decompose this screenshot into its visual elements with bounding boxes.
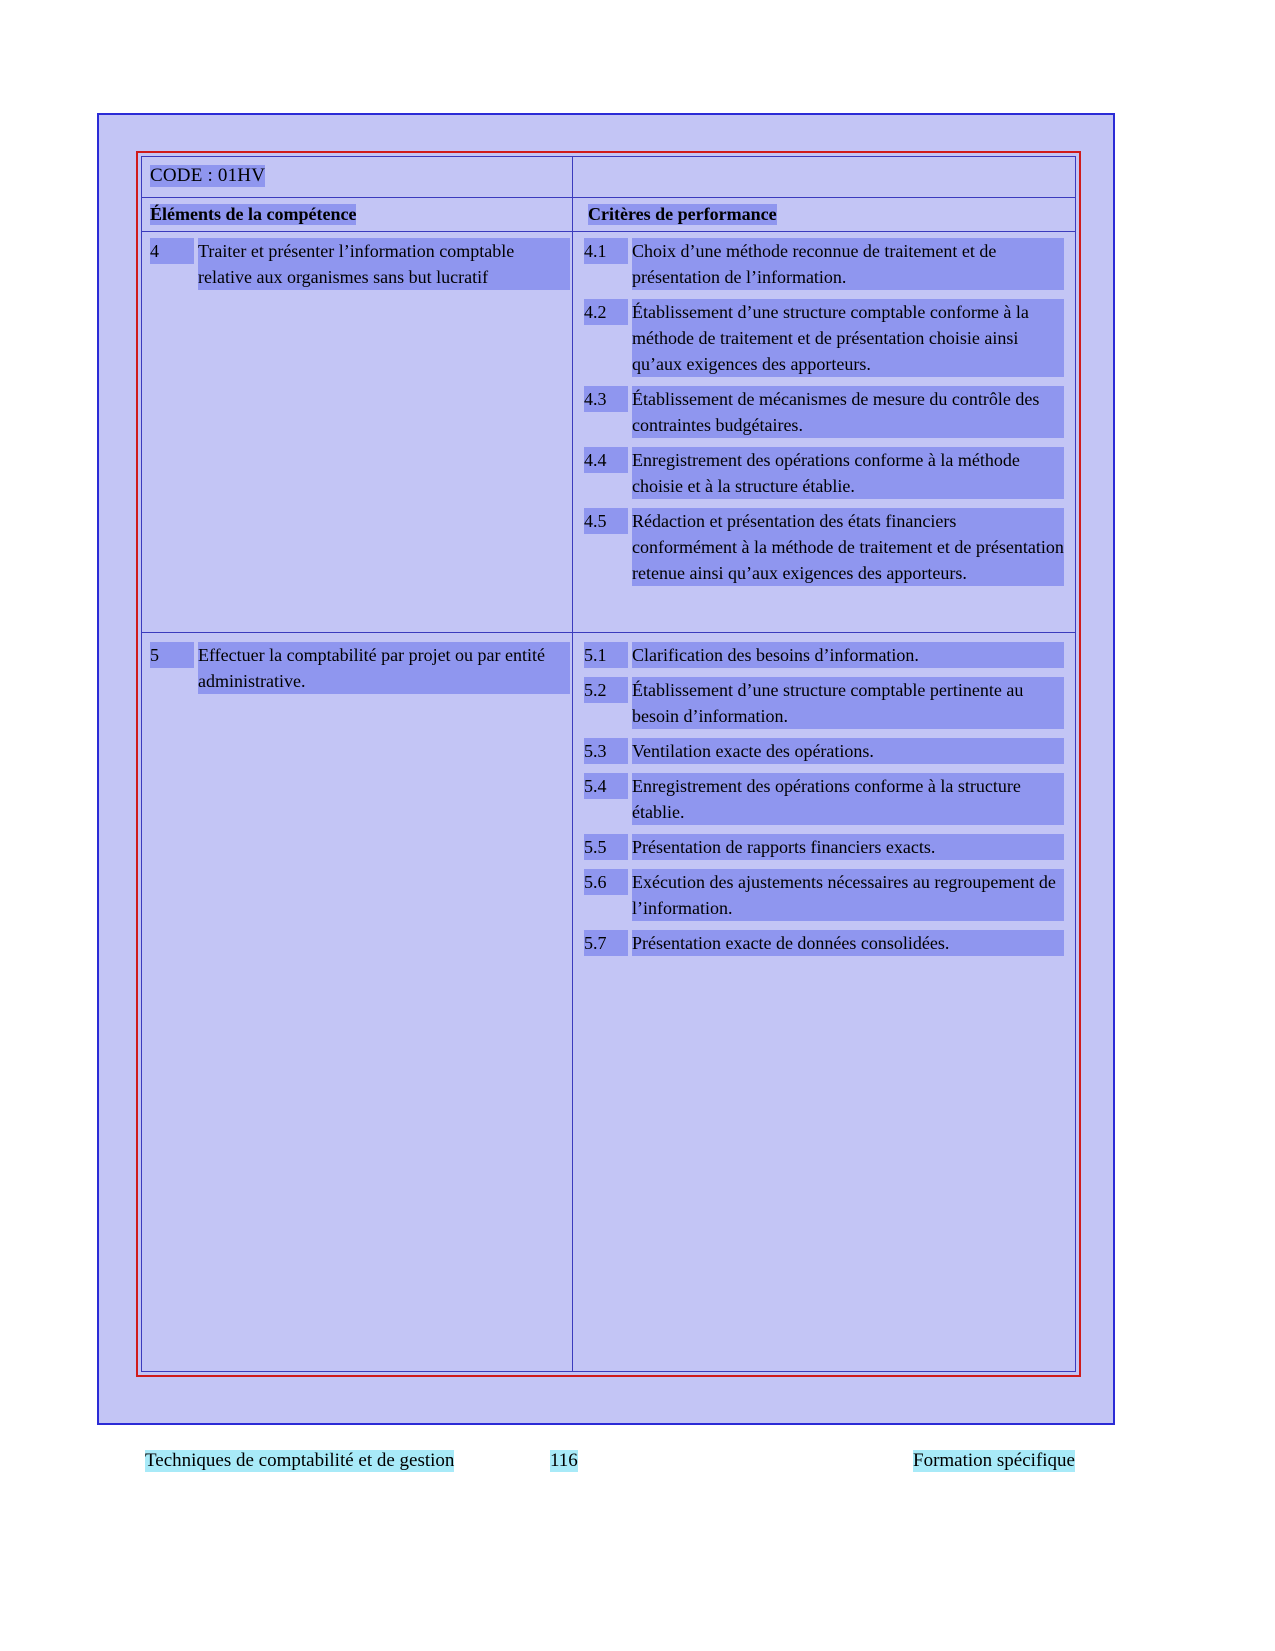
competency-table <box>136 151 1081 1377</box>
criterion-number: 4.1 <box>584 238 628 264</box>
criterion-text: Exécution des ajustements nécessaires au regroupement de l’information. <box>632 869 1064 921</box>
criterion-item <box>584 869 1064 921</box>
criterion-number: 4.2 <box>584 299 628 325</box>
criterion-item <box>584 447 1064 499</box>
criterion-text: Rédaction et présentation des états financiers conformément à la méthode de traitement et de présentation retenue ainsi qu’aux exigences des apporteurs. <box>632 508 1064 586</box>
criterion-number: 4.3 <box>584 386 628 412</box>
criterion-item <box>584 508 1064 586</box>
criterion-number: 4.4 <box>584 447 628 473</box>
element-cell-4 <box>150 238 570 299</box>
criterion-text: Établissement d’une structure comptable conforme à la méthode de traitement et de présentation choisie ainsi qu’aux exigences des apporteurs. <box>632 299 1064 377</box>
criterion-item <box>584 238 1064 290</box>
table-header-row <box>142 198 1075 232</box>
header-criteres-performance: Critères de performance <box>588 204 777 224</box>
criterion-item <box>584 386 1064 438</box>
code-label: CODE : 01HV <box>150 165 266 186</box>
element-item <box>150 238 570 290</box>
criterion-text: Présentation exacte de données consolidées. <box>632 930 1064 956</box>
row-separator <box>142 632 1075 633</box>
criterion-item <box>584 773 1064 825</box>
criterion-number: 5.4 <box>584 773 628 799</box>
code-row <box>142 157 1075 198</box>
criterion-text: Présentation de rapports financiers exacts. <box>632 834 1064 860</box>
element-number: 5 <box>150 642 194 668</box>
footer-program-title: Techniques de comptabilité et de gestion <box>145 1450 455 1471</box>
criterion-item <box>584 299 1064 377</box>
criterion-item <box>584 677 1064 729</box>
criterion-number: 5.2 <box>584 677 628 703</box>
criterion-text: Enregistrement des opérations conforme à la méthode choisie et à la structure établie. <box>632 447 1064 499</box>
criterion-number: 5.3 <box>584 738 628 764</box>
criterion-number: 5.1 <box>584 642 628 668</box>
criterion-text: Clarification des besoins d’information. <box>632 642 1064 668</box>
criterion-text: Ventilation exacte des opérations. <box>632 738 1064 764</box>
criterion-number: 5.6 <box>584 869 628 895</box>
page-canvas <box>97 113 1115 1425</box>
criteria-cell-5 <box>584 642 1064 965</box>
criterion-item <box>584 834 1064 860</box>
criterion-text: Choix d’une méthode reconnue de traitement et de présentation de l’information. <box>632 238 1064 290</box>
criterion-item <box>584 738 1064 764</box>
criterion-number: 5.5 <box>584 834 628 860</box>
element-item <box>150 642 570 694</box>
element-text: Effectuer la comptabilité par projet ou par entité administrative. <box>198 642 570 694</box>
table-body <box>142 232 1075 1371</box>
footer-page-number: 116 <box>550 1450 578 1471</box>
criterion-text: Enregistrement des opérations conforme à la structure établie. <box>632 773 1064 825</box>
header-elements-competence: Éléments de la compétence <box>150 204 357 224</box>
footer-section-title: Formation spécifique <box>913 1450 1075 1471</box>
criterion-item <box>584 642 1064 668</box>
criterion-text: Établissement de mécanismes de mesure du contrôle des contraintes budgétaires. <box>632 386 1064 438</box>
criterion-text: Établissement d’une structure comptable pertinente au besoin d’information. <box>632 677 1064 729</box>
element-text: Traiter et présenter l’information comptable relative aux organismes sans but lucratif <box>198 238 570 290</box>
element-cell-5 <box>150 642 570 703</box>
criterion-number: 4.5 <box>584 508 628 534</box>
element-number: 4 <box>150 238 194 264</box>
criterion-item <box>584 930 1064 956</box>
criterion-number: 5.7 <box>584 930 628 956</box>
criteria-cell-4 <box>584 238 1064 595</box>
